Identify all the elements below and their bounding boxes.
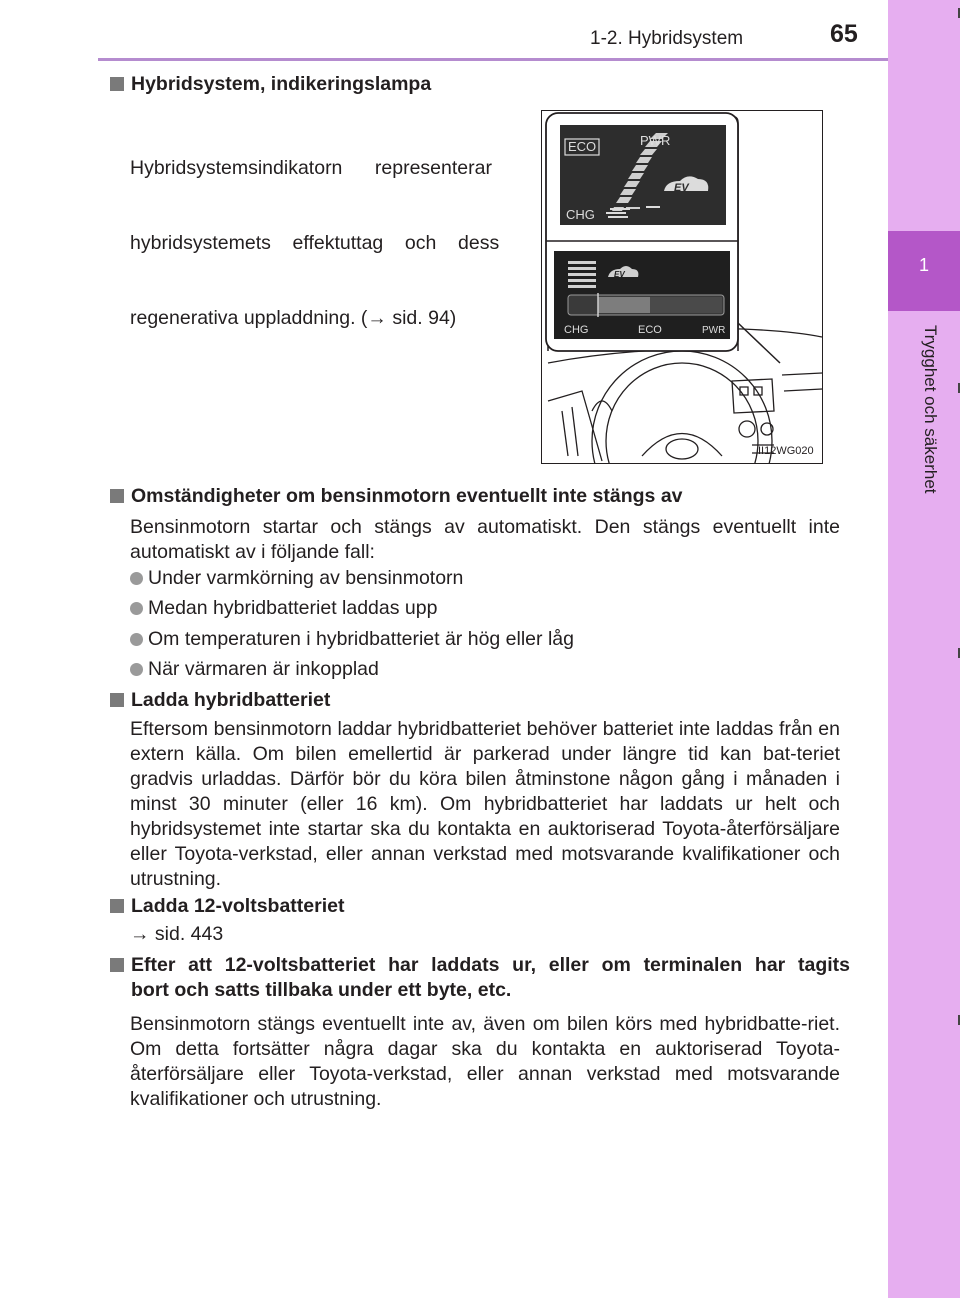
header-rule bbox=[98, 58, 888, 61]
square-bullet-icon bbox=[110, 489, 124, 503]
charge-hybrid-text: Eftersom bensinmotorn laddar hybridbatteriet behöver batteriet inte laddas från en extern källa. Om bilen emellertid är parkerad under längre tid kan bat-teriet gradvis urladdas. Därför bör du köra bilen åtminstone någon gång i månaden i minst 30 minuter (eller 16 km). Om hybridbatteriet har laddats ur helt och hybridsystemet inte startar ska du kontakta en auktoriserad Toyota-återförsäljare eller Toyota-verkstad, eller annan verkstad med motsvarande kvalifikationer och utrustning. bbox=[130, 718, 840, 890]
list-item: Medan hybridbatteriet laddas upp bbox=[130, 596, 437, 621]
list-item: Om temperaturen i hybridbatteriet är hög eller låg bbox=[130, 627, 574, 652]
page-number: 65 bbox=[830, 20, 858, 48]
round-bullet-icon bbox=[130, 663, 143, 676]
svg-text:PWR: PWR bbox=[640, 133, 671, 148]
square-bullet-icon bbox=[110, 899, 124, 913]
section-heading-engine-stop: Omständigheter om bensinmotorn eventuellt inte stängs av bbox=[110, 484, 683, 509]
svg-text:EV: EV bbox=[674, 182, 689, 194]
round-bullet-icon bbox=[130, 602, 143, 615]
round-bullet-icon bbox=[130, 633, 143, 646]
svg-text:CHG: CHG bbox=[566, 207, 595, 222]
hybrid-indicator-illustration bbox=[541, 110, 823, 464]
square-bullet-icon bbox=[110, 77, 124, 91]
chapter-tab bbox=[888, 0, 960, 1298]
chapter-number: 1 bbox=[918, 255, 929, 275]
engine-stop-text: Bensinmotorn startar och stängs av automatiskt. Den stängs eventuellt inte automatiskt av i följande fall: bbox=[130, 516, 840, 563]
section-heading-charge-12v: Ladda 12-voltsbatteriet bbox=[110, 894, 344, 919]
square-bullet-icon bbox=[110, 958, 124, 972]
svg-text:ECO: ECO bbox=[568, 139, 597, 154]
square-bullet-icon bbox=[110, 693, 124, 707]
dashboard-drawing bbox=[542, 111, 823, 464]
section-heading-charge-hybrid: Ladda hybridbatteriet bbox=[110, 688, 330, 713]
chapter-title: Trygghet och säkerhet bbox=[921, 325, 940, 494]
svg-text:ECO: ECO bbox=[638, 324, 662, 336]
chapter-number-box bbox=[888, 231, 960, 311]
section-heading-indicator: Hybridsystem, indikeringslampa bbox=[110, 72, 431, 97]
svg-text:PWR: PWR bbox=[702, 325, 726, 336]
svg-text:CHG: CHG bbox=[564, 324, 589, 336]
after-discharge-text: Bensinmotorn stängs eventuellt inte av, även om bilen körs med hybridbatte-riet. Om detta fortsätter några dagar ska du kontakta en auktoriserad Toyota-återförsäljare eller Toyota-verkstad, eller annan verkstad med motsvarande kvalifikationer och utrustning. bbox=[130, 1013, 840, 1110]
list-item: Under varmkörning av bensinmotorn bbox=[130, 566, 463, 591]
section-heading-after-discharge: Efter att 12-voltsbatteriet har laddats ur, eller om terminalen har tagits bort och satts tillbaka under ett byte, etc. bbox=[110, 953, 850, 1003]
svg-text:EV: EV bbox=[614, 270, 625, 279]
list-item: När värmaren är inkopplad bbox=[130, 657, 379, 682]
figure-code: II12WG020 bbox=[758, 445, 814, 457]
round-bullet-icon bbox=[130, 572, 143, 585]
indicator-description: Hybridsystemsindikatorn representerar hybridsystemets effektuttag och dess regenerativa uppladdning. (→ sid. 94) bbox=[130, 157, 500, 329]
charge-12v-reference: → sid. 443 bbox=[130, 923, 224, 945]
header-section-title: 1-2. Hybridsystem bbox=[590, 28, 744, 49]
